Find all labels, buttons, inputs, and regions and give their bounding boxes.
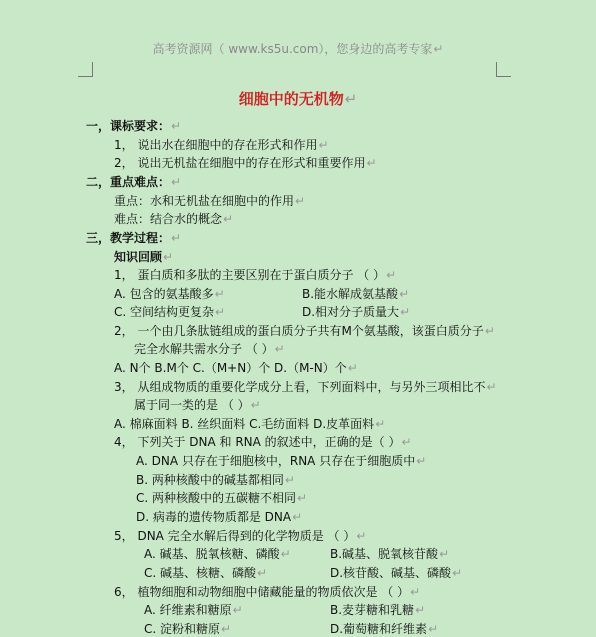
paragraph-mark-icon: ↵ (416, 454, 427, 468)
title-text: 细胞中的无机物 (238, 90, 344, 108)
paragraph-mark-icon: ↵ (284, 473, 295, 487)
paragraph-mark-icon: ↵ (433, 42, 444, 56)
paragraph-mark-icon: ↵ (215, 305, 226, 319)
text-line (302, 286, 409, 302)
text-line (330, 602, 425, 618)
paragraph-mark-icon: ↵ (344, 90, 358, 108)
text-line (86, 174, 181, 190)
paragraph-mark-icon: ↵ (250, 398, 261, 412)
line-text: A. 棉麻面料 B. 丝织面料 C.毛纺面料 D.皮革面料 (114, 417, 375, 431)
line-text: B.能水解成氨基酸 (302, 287, 399, 301)
text-line (136, 453, 426, 469)
paragraph-mark-icon: ↵ (410, 585, 421, 599)
text-line (330, 565, 462, 581)
text-line (114, 379, 497, 395)
text-line (114, 323, 495, 339)
line-text: 属于同一类的是 （ ） (134, 398, 250, 412)
paragraph-mark-icon: ↵ (399, 287, 410, 301)
line-text: A. 纤维素和糖原 (144, 603, 232, 617)
text-line (134, 397, 261, 413)
text-line (114, 137, 329, 153)
margin-corner-left (78, 62, 93, 77)
line-text: 3， 从组成物质的重要化学成分上看，下列面料中，与另外三项相比不 (114, 380, 486, 394)
text-line (114, 416, 385, 432)
text-line (136, 490, 307, 506)
line-text: C. 碱基、核糖、磷酸 (144, 566, 257, 580)
line-text: 知识回顾 (114, 250, 163, 264)
paragraph-mark-icon: ↵ (439, 547, 450, 561)
text-line (330, 621, 438, 637)
line-text: 1， 蛋白质和多肽的主要区别在于蛋白质分子 （ ） (114, 268, 386, 282)
paragraph-mark-icon: ↵ (274, 342, 285, 356)
text-line (144, 602, 243, 618)
text-line (86, 118, 181, 134)
paragraph-mark-icon: ↵ (171, 231, 182, 245)
line-text: 二，重点难点： (86, 175, 171, 189)
paragraph-mark-icon: ↵ (415, 603, 426, 617)
text-line (86, 230, 181, 246)
line-text: C. 淀粉和糖原 (144, 622, 221, 636)
margin-corner-right (496, 62, 511, 77)
text-line (114, 155, 377, 171)
text-line (114, 193, 305, 209)
paragraph-mark-icon: ↵ (366, 156, 377, 170)
text-line (114, 434, 412, 450)
text-line (114, 584, 420, 600)
paragraph-mark-icon: ↵ (171, 119, 182, 133)
line-text: A. 包含的氨基酸多 (114, 287, 214, 301)
line-text: C. 两种核酸中的五碳糖不相同 (136, 491, 297, 505)
text-line (114, 360, 358, 376)
line-text: A. N个 B.M个 C.（M+N）个 D.（M-N）个 (114, 361, 347, 375)
line-text: D.相对分子质量大 (302, 305, 400, 319)
paragraph-mark-icon: ↵ (280, 547, 291, 561)
text-line (144, 565, 267, 581)
line-text: 4， 下列关于 DNA 和 RNA 的叙述中，正确的是（ ） (114, 435, 401, 449)
paragraph-mark-icon: ↵ (356, 529, 367, 543)
paragraph-mark-icon: ↵ (486, 380, 497, 394)
line-text: D.葡萄糖和纤维素 (330, 622, 428, 636)
line-text: B.碱基、脱氧核苷酸 (330, 547, 439, 561)
line-text: 三，教学过程： (86, 231, 171, 245)
text-line (330, 546, 449, 562)
text-line (114, 249, 173, 265)
line-text: 难点：结合水的概念 (114, 212, 223, 226)
text-line (136, 472, 295, 488)
header-text: 高考资源网（ www.ks5u.com），您身边的高考专家 (152, 42, 433, 56)
paragraph-mark-icon: ↵ (297, 491, 308, 505)
paragraph-mark-icon: ↵ (223, 212, 234, 226)
line-text: 一，课标要求： (86, 119, 171, 133)
line-text: 2， 一个由几条肽链组成的蛋白质分子共有M个氨基酸，该蛋白质分子 (114, 324, 484, 338)
text-line (136, 509, 302, 525)
text-line (144, 621, 231, 637)
line-text: 重点：水和无机盐在细胞中的作用 (114, 194, 295, 208)
line-text: 1， 说出水在细胞中的存在形式和作用 (114, 138, 318, 152)
paragraph-mark-icon: ↵ (221, 622, 232, 636)
paragraph-mark-icon: ↵ (232, 603, 243, 617)
paragraph-mark-icon: ↵ (452, 566, 463, 580)
text-line (114, 304, 225, 320)
paragraph-mark-icon: ↵ (295, 194, 306, 208)
text-line (144, 546, 291, 562)
paragraph-mark-icon: ↵ (257, 566, 268, 580)
text-line (114, 211, 233, 227)
text-line (114, 528, 366, 544)
text-line (114, 267, 396, 283)
paragraph-mark-icon: ↵ (386, 268, 397, 282)
paragraph-mark-icon: ↵ (428, 622, 439, 636)
line-text: A. 碱基、脱氧核糖、磷酸 (144, 547, 280, 561)
text-line (114, 286, 225, 302)
paragraph-mark-icon: ↵ (163, 250, 174, 264)
line-text: A. DNA 只存在于细胞核中，RNA 只存在于细胞质中 (136, 454, 416, 468)
line-text: 2， 说出无机盐在细胞中的存在形式和重要作用 (114, 156, 366, 170)
paragraph-mark-icon: ↵ (347, 361, 358, 375)
line-text: C. 空间结构更复杂 (114, 305, 215, 319)
paragraph-mark-icon: ↵ (401, 435, 412, 449)
paragraph-mark-icon: ↵ (171, 175, 182, 189)
line-text: B.麦芽糖和乳糖 (330, 603, 415, 617)
line-text: D. 病毒的遗传物质都是 DNA (136, 510, 292, 524)
paragraph-mark-icon: ↵ (400, 305, 411, 319)
text-line (134, 341, 285, 357)
document-title (0, 88, 596, 109)
line-text: B. 两种核酸中的碱基都相同 (136, 473, 284, 487)
page-header (0, 40, 596, 57)
line-text: D.核苷酸、碱基、磷酸 (330, 566, 452, 580)
text-line (302, 304, 410, 320)
paragraph-mark-icon: ↵ (375, 417, 386, 431)
line-text: 完全水解共需水分子 （ ） (134, 342, 274, 356)
line-text: 5， DNA 完全水解后得到的化学物质是 （ ） (114, 529, 356, 543)
paragraph-mark-icon: ↵ (484, 324, 495, 338)
paragraph-mark-icon: ↵ (318, 138, 329, 152)
paragraph-mark-icon: ↵ (292, 510, 303, 524)
line-text: 6， 植物细胞和动物细胞中储藏能量的物质依次是 （ ） (114, 585, 410, 599)
paragraph-mark-icon: ↵ (214, 287, 225, 301)
